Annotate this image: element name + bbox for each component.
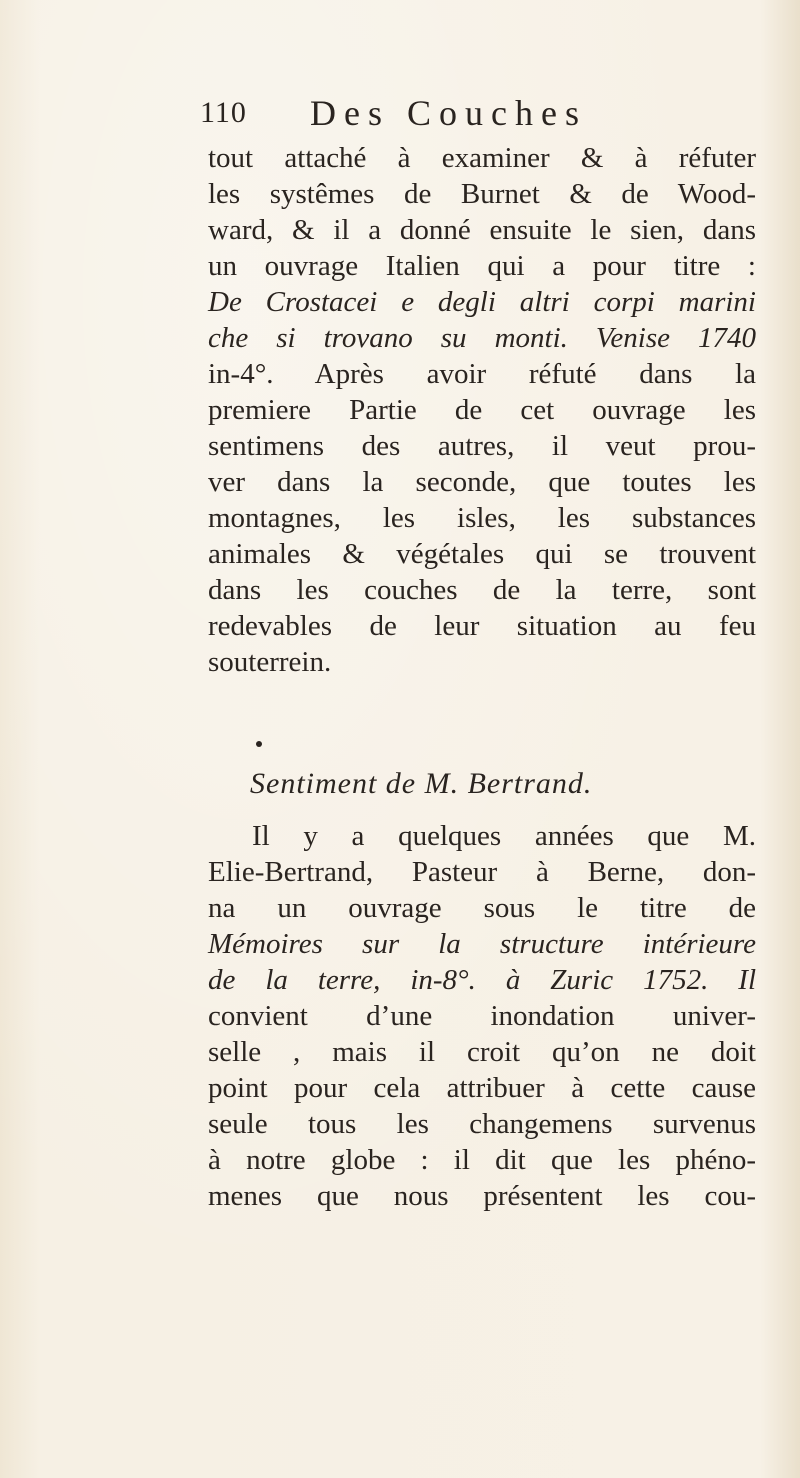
text-line: les systêmes de Burnet & de Wood- <box>208 178 756 210</box>
text-line: seule tous les changemens survenus <box>208 1108 756 1140</box>
text-line: Elie-Bertrand, Pasteur à Berne, don- <box>208 856 756 888</box>
text-line: Il y a quelques années que M. <box>252 820 756 852</box>
text-line: tout attaché à examiner & à réfuter <box>208 142 756 174</box>
text-line: de la terre, in-8°. à Zuric 1752. Il <box>208 964 756 996</box>
text-line: souterrein. <box>208 646 332 678</box>
page-header <box>200 93 740 140</box>
paragraph-1 <box>208 140 756 680</box>
text-line: che si trovano su monti. Venise 1740 <box>208 322 756 354</box>
text-line: sentimens des autres, il veut prou- <box>208 430 756 462</box>
page-number: 110 <box>200 96 247 129</box>
text-line: redevables de leur situation au feu <box>208 610 756 642</box>
text-line: point pour cela attribuer à cette cause <box>208 1072 756 1104</box>
text-line: menes que nous présentent les cou- <box>208 1180 756 1212</box>
paragraph-2 <box>208 818 756 1214</box>
text-line: De Crostacei e degli altri corpi marini <box>208 286 756 318</box>
text-line: in-4°. Après avoir réfuté dans la <box>208 358 756 390</box>
text-line: à notre globe : il dit que les phéno- <box>208 1144 756 1176</box>
text-line: montagnes, les isles, les substances <box>208 502 756 534</box>
text-line: na un ouvrage sous le titre de <box>208 892 756 924</box>
text-line: Mémoires sur la structure intérieure <box>208 928 756 960</box>
text-line: dans les couches de la terre, sont <box>208 574 756 606</box>
running-title: Des Couches <box>310 93 587 133</box>
ornament-dot <box>256 741 262 747</box>
text-line: convient d’une inondation univer- <box>208 1000 756 1032</box>
text-line: ver dans la seconde, que toutes les <box>208 466 756 498</box>
text-line: animales & végétales qui se trouvent <box>208 538 756 570</box>
text-line: premiere Partie de cet ouvrage les <box>208 394 756 426</box>
text-line: un ouvrage Italien qui a pour titre : <box>208 250 756 282</box>
section-title: Sentiment de M. Bertrand. <box>250 767 593 800</box>
text-line: ward, & il a donné ensuite le sien, dans <box>208 214 756 246</box>
text-line: selle , mais il croit qu’on ne doit <box>208 1036 756 1068</box>
